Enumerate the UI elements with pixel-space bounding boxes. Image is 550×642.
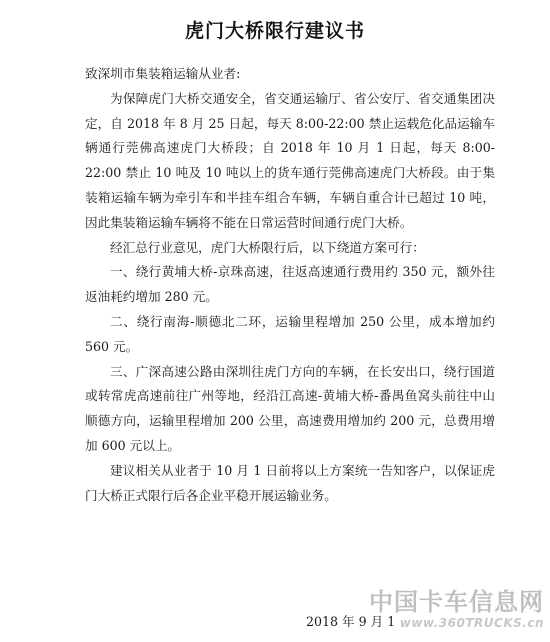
paragraph-recommendation: 建议相关从业者于 10 月 1 日前将以上方案统一告知客户，以保证虎门大桥正式限行后各企业平稳开展运输业务。 [85, 462, 495, 503]
document-title: 虎门大桥限行建议书 [184, 20, 365, 42]
watermark-url-text: www.360TRUCKS.cn [399, 616, 544, 630]
paragraph-summary: 经汇总行业意见，虎门大桥限行后，以下绕道方案可行： [110, 239, 425, 255]
document-date: 2018 年 9 月 1 [306, 614, 396, 629]
paragraph-option-1: 一、绕行黄埔大桥-京珠高速，往返高速通行费用约 350 元，额外往返油耗约增加 280 元。 [85, 264, 495, 305]
paragraph-option-3: 三、广深高速公路由深圳往虎门方向的车辆，在长安出口，绕行国道或转常虎高速前往广州等地，经沿江高速-黄埔大桥-番禺鱼窝头前往中山顺德方向，运输里程增加 200 公里，高速费用增加约 200 元，总费用增加 600 元以上。 [85, 363, 495, 453]
paragraph-option-2: 二、绕行南海-顺德北二环，运输里程增加 250 公里，成本增加约 560 元。 [85, 313, 495, 354]
document-body [85, 62, 495, 508]
watermark-chinese-text: 中国卡车信息网 [369, 588, 544, 616]
salutation: 致深圳市集装箱运输从业者: [85, 66, 241, 81]
paragraph-intro: 为保障虎门大桥交通安全，省交通运输厅、省公安厅、省交通集团决定，自 2018 年 8 月 25 日起，每天 8:00-22:00 禁止运载危化品运输车辆通行莞佛高速虎门大桥段；自 2018 年 10 月 1 日起，每天 8:00-22:00 禁止 10 吨及 10 吨以上的货车通行莞佛高速虎门大桥段。由于集装箱运输车辆为牵引车和半挂车组合车辆，车辆自重合计已超过 10 吨，因此集装箱运输车辆将不能在日常运营时间通行虎门大桥。 [85, 90, 495, 230]
